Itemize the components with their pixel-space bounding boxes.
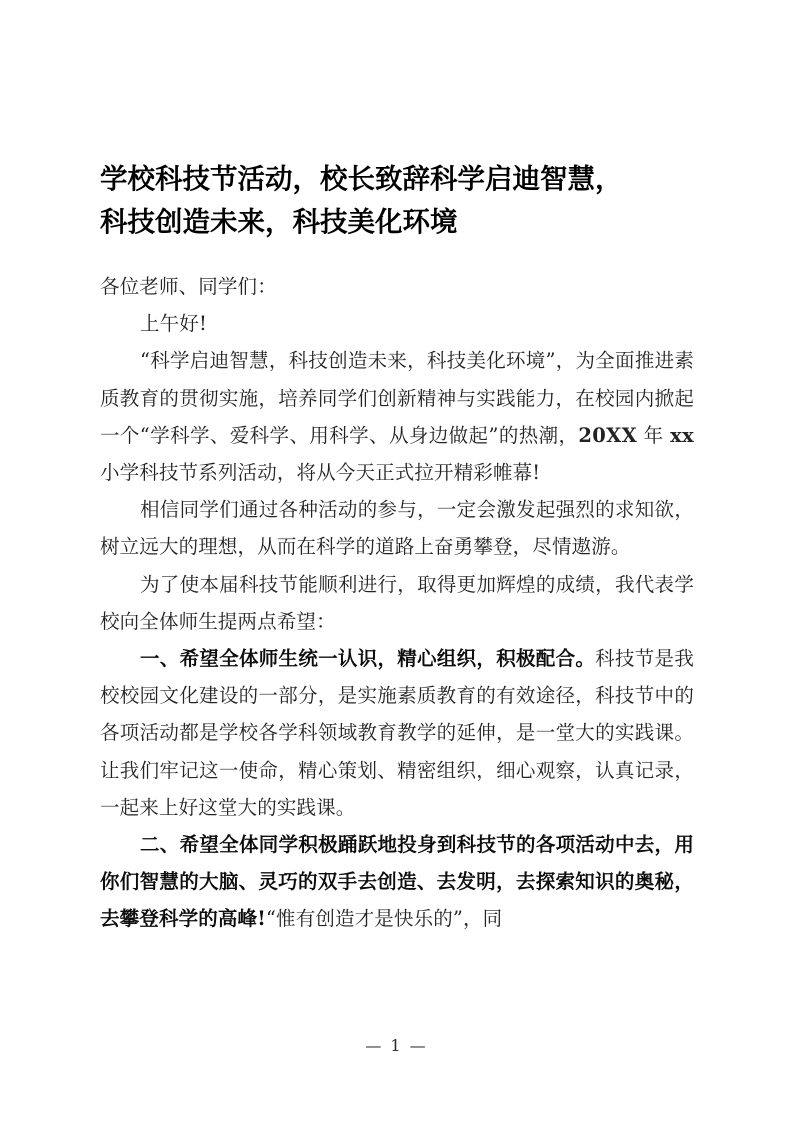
greeting-line: 上午好! (140, 312, 207, 336)
text-segment: “惟有创造才是快乐的”，同 (265, 907, 503, 931)
title-line-2: 科技创造未来，科技美化环境 (100, 206, 458, 239)
text-segment: 20XX (578, 423, 638, 447)
salutation-line: 各位老师、同学们： (100, 275, 277, 298)
paragraph-hope-two (100, 826, 694, 938)
text-segment: 年 (637, 423, 671, 447)
text-segment: 二、希望全体同学积极踊跃地投身到科技节的各项活动中去，用你们智慧的大脑、灵巧的双手去创造、去发明，去探索知识的奥秘，去攀登科学的高峰! (100, 833, 694, 931)
paragraph-hope-one (100, 640, 694, 826)
title-line-1: 学校科技节活动，校长致辞科学启迪智慧， (100, 163, 623, 196)
text-segment: 一、希望全体师生统一认识，精心组织，积极配合。 (140, 647, 596, 671)
text-segment: 相信同学们通过各种活动的参与，一定会激发起强烈的求知欲，树立远大的理想，从而在科学的道路上奋勇攀登，尽情遨游。 (100, 498, 694, 559)
text-segment: 为了使本届科技节能顺利进行，取得更加辉煌的成绩，我代表学校向全体师生提两点希望： (100, 572, 694, 633)
text-segment: xx (670, 423, 694, 447)
text-segment: 小学科技节系列活动，将从今天正式拉开精彩帷幕! (100, 461, 541, 485)
page-number-footer: — 1 — (365, 1036, 428, 1055)
paragraph-hopes-intro (100, 566, 694, 640)
text-segment: 科技节是我校校园文化建设的一部分，是实施素质教育的有效途径，科技节中的各项活动都是学校各学科领域教育教学的延伸，是一堂大的实践课。让我们牢记这一使命，精心策划、精密组织，细心观察，认真记录，一起来上好这堂大的实践课。 (100, 647, 694, 819)
paragraph-theme (100, 342, 694, 491)
paragraph-believe (100, 491, 694, 565)
text-segment: “科学启迪智慧，科技创造未来，科技美化环境”，为全面推进素质教育的贯彻实施，培养同学们创新精神与实践能力，在校园内掀起一个“学科学、爱科学、用科学、从身边做起”的热潮， (100, 349, 694, 447)
document-body (100, 268, 694, 938)
page-title (100, 158, 694, 244)
